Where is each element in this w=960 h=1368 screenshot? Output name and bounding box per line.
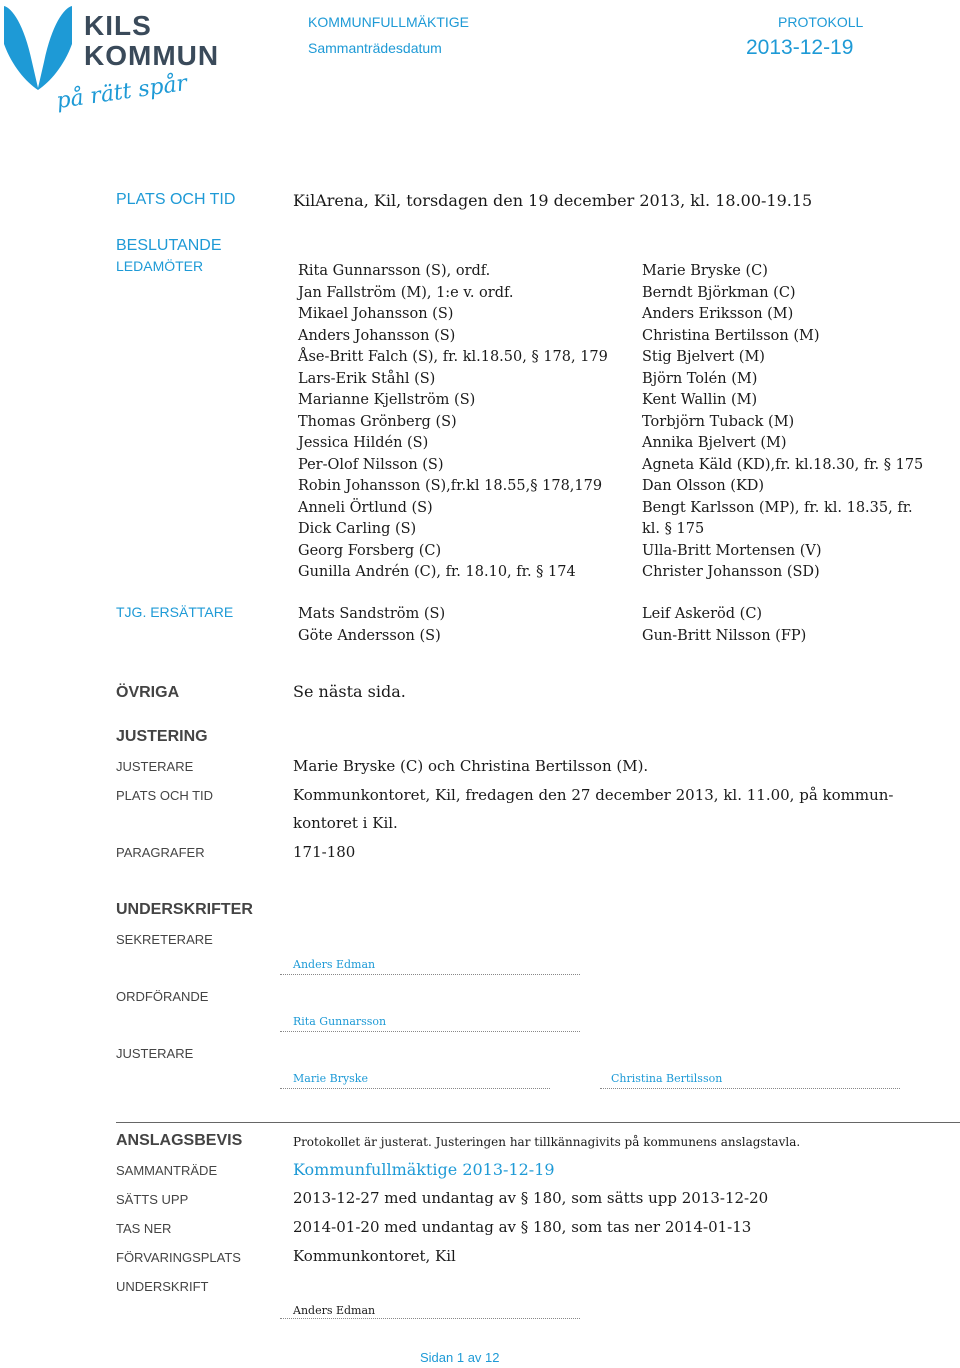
ledamot-name: Lars-Erik Ståhl (S): [298, 370, 436, 387]
ordforande-name: Rita Gunnarsson: [293, 1015, 387, 1028]
ledamot-name: Jessica Hildén (S): [298, 435, 429, 451]
ledamot-name: Torbjörn Tuback (M): [642, 413, 795, 430]
justerare-sig-label: JUSTERARE: [116, 1046, 194, 1061]
paragrafer-value: 171-180: [293, 843, 356, 861]
beslutande-label: BESLUTANDE: [116, 237, 222, 254]
logo-tagline: på rätt spår: [54, 70, 189, 115]
justering-plats-value-1: Kommunkontoret, Kil, fredagen den 27 december 2013, kl. 11.00, på kommun-: [293, 786, 894, 804]
ersattare-name: Gun-Britt Nilsson (FP): [642, 627, 807, 644]
underskrift-label: UNDERSKRIFT: [116, 1279, 209, 1294]
tas-ner-value: 2014-01-20 med undantag av § 180, som tas ner 2014-01-13: [293, 1218, 752, 1236]
ordforande-label: ORDFÖRANDE: [116, 989, 209, 1004]
ersattare-label: TJG. ERSÄTTARE: [116, 604, 234, 620]
ledamot-name: Kent Wallin (M): [642, 392, 758, 408]
ledamot-name: Stig Bjelvert (M): [642, 349, 765, 365]
ledamot-name: Marie Bryske (C): [642, 263, 768, 279]
logo: [0, 0, 220, 130]
ledamoter-label: LEDAMÖTER: [116, 258, 204, 274]
anslagsbevis-intro: Protokollet är justerat. Justeringen har tillkännagivits på kommunens anslagstavla.: [293, 1135, 801, 1149]
ledamot-name: Christina Bertilsson (M): [642, 327, 820, 344]
justerare-name-1: Marie Bryske: [293, 1072, 368, 1085]
ersattare-col1: [298, 604, 445, 647]
ledamot-name: Christer Johansson (SD): [642, 564, 820, 580]
header-body: KOMMUNFULLMÄKTIGE: [308, 14, 470, 30]
sekreterare-label: SEKRETERARE: [116, 932, 213, 947]
ledamoter-col2: [642, 261, 923, 584]
underskrift-signature-line: [280, 1318, 580, 1319]
sammantrade-label: SAMMANTRÄDE: [116, 1163, 218, 1178]
ovriga-label: ÖVRIGA: [116, 684, 180, 701]
underskrifter-label: UNDERSKRIFTER: [116, 901, 253, 918]
ledamot-name: Ulla-Britt Mortensen (V): [642, 542, 822, 559]
justering-plats-label: PLATS OCH TID: [116, 788, 214, 803]
ordforande-signature-line: [280, 1031, 580, 1032]
logo-line1: KILS: [84, 10, 152, 41]
ledamot-name: Björn Tolén (M): [642, 370, 758, 387]
ledamot-name: Rita Gunnarsson (S), ordf.: [298, 263, 491, 279]
justerare-name-2: Christina Bertilsson: [611, 1072, 723, 1085]
satts-upp-value: 2013-12-27 med undantag av § 180, som sätts upp 2013-12-20: [293, 1189, 769, 1207]
ledamot-name: Bengt Karlsson (MP), fr. kl. 18.35, fr.: [642, 499, 913, 516]
ledamot-name: Anneli Örtlund (S): [298, 499, 433, 516]
satts-upp-label: SÄTTS UPP: [116, 1192, 189, 1207]
ovriga-value: Se nästa sida.: [293, 682, 406, 701]
justerare-label: JUSTERARE: [116, 759, 194, 774]
ersattare-name: Mats Sandström (S): [298, 606, 446, 622]
sekreterare-name: Anders Edman: [293, 958, 376, 971]
plats-och-tid-value: KilArena, Kil, torsdagen den 19 december 2013, kl. 18.00-19.15: [293, 191, 813, 210]
ledamot-name: Per-Olof Nilsson (S): [298, 456, 444, 473]
ledamot-name: Mikael Johansson (S): [298, 306, 454, 322]
ledamot-name: Anders Eriksson (M): [642, 306, 794, 322]
anslagsbevis-divider: [116, 1122, 960, 1123]
ledamot-name: kl. § 175: [642, 521, 705, 537]
justerare-signature-line-2: [600, 1088, 900, 1089]
paragrafer-label: PARAGRAFER: [116, 845, 205, 860]
justerare-signature-line-1: [280, 1088, 550, 1089]
page-number: Sidan 1 av 12: [420, 1350, 500, 1365]
ersattare-col2: [642, 604, 806, 647]
ersattare-name: Leif Askeröd (C): [642, 606, 763, 622]
ledamot-name: Thomas Grönberg (S): [298, 413, 457, 430]
ersattare-name: Göte Andersson (S): [298, 627, 441, 644]
ledamot-name: Gunilla Andrén (C), fr. 18.10, fr. § 174: [298, 564, 576, 580]
ledamot-name: Dick Carling (S): [298, 521, 417, 537]
tas-ner-label: TAS NER: [116, 1221, 172, 1236]
anslagsbevis-label: ANSLAGSBEVIS: [116, 1132, 243, 1149]
sekreterare-signature-line: [280, 974, 580, 975]
ledamot-name: Berndt Björkman (C): [642, 284, 796, 301]
forvaringsplats-value: Kommunkontoret, Kil: [293, 1247, 456, 1265]
logo-line2: KOMMUN: [84, 40, 220, 71]
ledamot-name: Robin Johansson (S),fr.kl 18.55,§ 178,179: [298, 478, 603, 494]
ledamot-name: Anders Johansson (S): [298, 327, 456, 344]
ledamot-name: Jan Fallström (M), 1:e v. ordf.: [298, 284, 514, 301]
ledamot-name: Marianne Kjellström (S): [298, 392, 476, 408]
underskrift-name: Anders Edman: [293, 1304, 376, 1317]
justerare-value: Marie Bryske (C) och Christina Bertilsson (M).: [293, 757, 649, 775]
justering-label: JUSTERING: [116, 728, 208, 745]
ledamot-name: Annika Bjelvert (M): [642, 435, 787, 451]
sammantrade-value: Kommunfullmäktige 2013-12-19: [293, 1160, 555, 1179]
ledamot-name: Georg Forsberg (C): [298, 542, 442, 559]
header-date-label: Sammanträdesdatum: [308, 40, 442, 56]
header-doc-type: PROTOKOLL: [778, 14, 864, 30]
plats-och-tid-label: PLATS OCH TID: [116, 191, 236, 208]
logo-v-mark-icon: [2, 4, 74, 94]
ledamot-name: Dan Olsson (KD): [642, 478, 765, 494]
ledamot-name: Åse-Britt Falch (S), fr. kl.18.50, § 178, 179: [298, 349, 608, 365]
ledamot-name: Agneta Käld (KD),fr. kl.18.30, fr. § 175: [642, 456, 924, 473]
forvaringsplats-label: FÖRVARINGSPLATS: [116, 1250, 241, 1265]
header-date: 2013-12-19: [746, 36, 854, 59]
ledamoter-col1: [298, 261, 608, 584]
justering-plats-value-2: kontoret i Kil.: [293, 814, 398, 832]
